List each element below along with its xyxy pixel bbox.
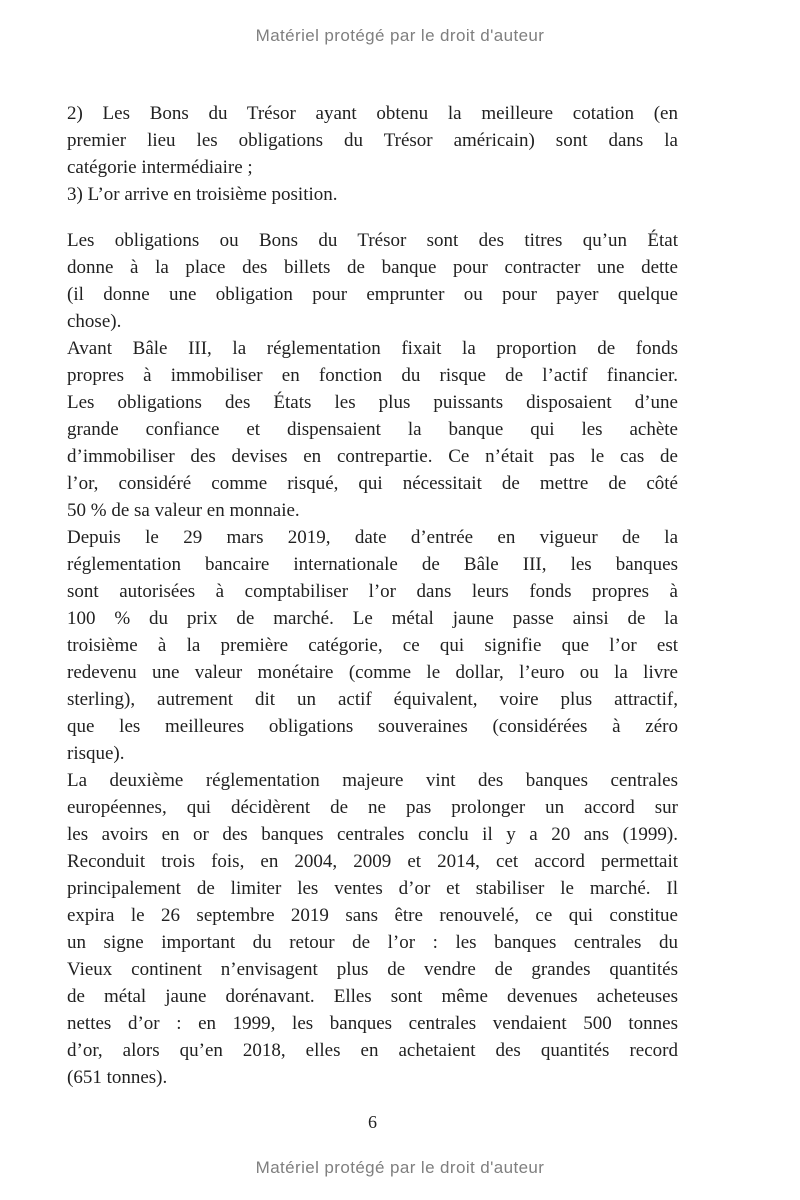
text-line: (651 tonnes). [67, 1067, 168, 1088]
text-line: sterling), autrement dit un actif équivalent, voire plus attractif, [67, 689, 678, 710]
text-line: La deuxième réglementation majeure vint des banques centrales [67, 770, 678, 791]
text-line: que les meilleures obligations souveraines (considérées à zéro [67, 716, 678, 737]
text-line: grande confiance et dispensaient la banque qui les achète [67, 419, 678, 440]
text-line: catégorie intermédiaire ; [67, 157, 253, 178]
text-line: 2) Les Bons du Trésor ayant obtenu la meilleure cotation (en [67, 103, 678, 124]
text-line: européennes, qui décidèrent de ne pas prolonger un accord sur [67, 797, 678, 818]
text-line: redevenu une valeur monétaire (comme le dollar, l’euro ou la livre [67, 662, 678, 683]
text-line: premier lieu les obligations du Trésor américain) sont dans la [67, 130, 678, 151]
text-line: l’or, considéré comme risqué, qui nécessitait de mettre de côté [67, 473, 678, 494]
text-line: principalement de limiter les ventes d’or et stabiliser le marché. Il [67, 878, 678, 899]
text-line: d’or, alors qu’en 2018, elles en achetaient des quantités record [67, 1040, 678, 1061]
text-line: d’immobiliser des devises en contrepartie. Ce n’était pas le cas de [67, 446, 678, 467]
paragraph-depuis-29-mars-2019 [67, 524, 678, 767]
text-line: Les obligations des États les plus puissants disposaient d’une [67, 392, 678, 413]
text-line: donne à la place des billets de banque pour contracter une dette [67, 257, 678, 278]
list-item-3 [67, 181, 678, 208]
text-line: 3) L’or arrive en troisième position. [67, 184, 338, 205]
text-line: chose). [67, 311, 122, 332]
text-line: Avant Bâle III, la réglementation fixait la proportion de fonds [67, 338, 678, 359]
text-line: un signe important du retour de l’or : les banques centrales du [67, 932, 678, 953]
list-item-2 [67, 100, 678, 181]
text-line: Depuis le 29 mars 2019, date d’entrée en vigueur de la [67, 527, 678, 548]
text-line: les avoirs en or des banques centrales conclu il y a 20 ans (1999). [67, 824, 678, 845]
page-body [67, 100, 678, 1091]
text-line: Vieux continent n’envisagent plus de vendre de grandes quantités [67, 959, 678, 980]
paragraph-deuxieme-reglementation [67, 767, 678, 1091]
text-line: de métal jaune dorénavant. Elles sont même devenues acheteuses [67, 986, 678, 1007]
page-number: 6 [368, 1112, 377, 1132]
text-line: Les obligations ou Bons du Trésor sont des titres qu’un État [67, 230, 678, 251]
copyright-watermark-bottom: Matériel protégé par le droit d'auteur [255, 1158, 545, 1177]
paragraph-bons-du-tresor [67, 227, 678, 335]
text-line: Reconduit trois fois, en 2004, 2009 et 2014, cet accord permettait [67, 851, 678, 872]
text-line: nettes d’or : en 1999, les banques centrales vendaient 500 tonnes [67, 1013, 678, 1034]
text-line: sont autorisées à comptabiliser l’or dans leurs fonds propres à [67, 581, 678, 602]
text-line: risque). [67, 743, 125, 764]
paragraph-avant-bale-iii [67, 335, 678, 524]
text-line: propres à immobiliser en fonction du risque de l’actif financier. [67, 365, 678, 386]
text-line: troisième à la première catégorie, ce qui signifie que l’or est [67, 635, 678, 656]
copyright-watermark-top: Matériel protégé par le droit d'auteur [255, 26, 545, 45]
text-line: 50 % de sa valeur en monnaie. [67, 500, 300, 521]
text-line: expira le 26 septembre 2019 sans être renouvelé, ce qui constitue [67, 905, 678, 926]
text-line: réglementation bancaire internationale de Bâle III, les banques [67, 554, 678, 575]
text-line: (il donne une obligation pour emprunter ou pour payer quelque [67, 284, 678, 305]
text-line: 100 % du prix de marché. Le métal jaune passe ainsi de la [67, 608, 678, 629]
